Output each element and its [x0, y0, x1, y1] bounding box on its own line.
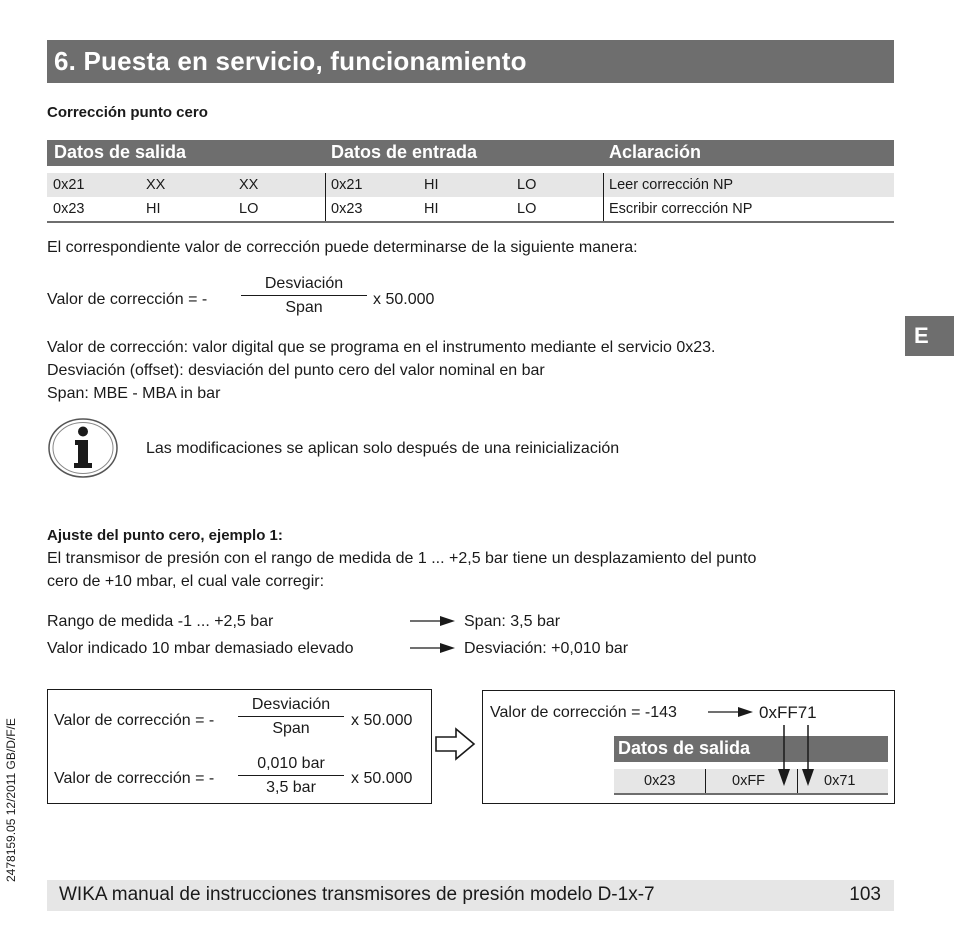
- arrow-right-icon: [708, 705, 754, 724]
- note-text: Las modificaciones se aplican solo después de una reinicialización: [146, 440, 620, 457]
- table-cell: 0x23: [53, 201, 85, 217]
- intro-text: El correspondiente valor de corrección puede determinarse de la siguiente manera:: [47, 239, 638, 256]
- calc-line2-prefix: Valor de corrección = -: [54, 770, 215, 787]
- table-cell: 0x23: [331, 201, 363, 217]
- table-row: [47, 197, 894, 221]
- page-number: 103: [849, 884, 881, 905]
- table-cell: Escribir corrección NP: [609, 201, 753, 217]
- column-divider: [705, 769, 706, 793]
- calc-line2-numerator: 0,010 bar: [257, 755, 325, 772]
- definition-offset: Desviación (offset): desviación del punto cero del valor nominal en bar: [47, 362, 545, 379]
- definition-span: Span: MBE - MBA in bar: [47, 385, 221, 402]
- formula-suffix: x 50.000: [373, 291, 435, 308]
- table-cell: HI: [424, 177, 439, 193]
- calc-line1-prefix: Valor de corrección = -: [54, 712, 215, 729]
- result-table-header: [614, 736, 888, 762]
- calc-line2-fraction: [238, 755, 344, 797]
- example-text-line1: El transmisor de presión con el rango de medida de 1 ... +2,5 bar tiene un desplazamiento del punto: [47, 550, 757, 567]
- page-footer: [47, 880, 894, 911]
- column-divider: [325, 197, 326, 221]
- arrow-right-icon: [410, 614, 456, 633]
- table-cell: 0xFF: [732, 773, 766, 789]
- zero-correction-heading: Corrección punto cero: [47, 104, 208, 121]
- mapping-left-range: Rango de medida -1 ... +2,5 bar: [47, 613, 274, 630]
- header-output-data: Datos de salida: [54, 142, 187, 162]
- calc-line2-suffix: x 50.000: [351, 770, 413, 787]
- result-hex: 0xFF71: [759, 703, 817, 722]
- result-table-row: [614, 769, 888, 793]
- arrow-right-icon: [410, 641, 456, 660]
- mapping-right-span: Span: 3,5 bar: [464, 613, 561, 630]
- footer-text: WIKA manual de instrucciones transmisores de presión modelo D-1x-7: [59, 884, 655, 905]
- table-cell: LO: [239, 201, 259, 217]
- calculation-box: [47, 689, 432, 804]
- document-code: 2478159.05 12/2011 GB/D/F/E: [4, 718, 18, 882]
- language-tab-label: E: [914, 323, 929, 348]
- hollow-arrow-right-icon: [434, 727, 476, 766]
- column-divider: [603, 197, 604, 221]
- column-divider: [325, 173, 326, 197]
- example-heading: Ajuste del punto cero, ejemplo 1:: [47, 527, 283, 544]
- section-title: 6. Puesta en servicio, funcionamiento: [54, 46, 527, 76]
- result-prefix: Valor de corrección = -143: [490, 704, 677, 721]
- calc-line2-denominator: 3,5 bar: [266, 779, 316, 796]
- table-cell: 0x21: [331, 177, 363, 193]
- service-table: [47, 140, 894, 223]
- section-title-bar: [47, 40, 894, 83]
- calc-line1-denominator: Span: [272, 720, 310, 737]
- service-table-header: [47, 140, 894, 166]
- header-explanation: Aclaración: [609, 142, 702, 162]
- calc-line1-numerator: Desviación: [251, 696, 331, 713]
- arrow-down-icon: [777, 725, 791, 792]
- header-input-data: Datos de entrada: [331, 142, 478, 162]
- table-cell: Leer corrección NP: [609, 177, 734, 193]
- table-cell: 0x23: [644, 773, 676, 789]
- table-bottom-rule: [47, 221, 894, 223]
- table-cell: XX: [146, 177, 166, 193]
- table-cell: LO: [517, 201, 537, 217]
- arrow-down-icon: [801, 725, 815, 792]
- column-divider: [797, 769, 798, 793]
- table-cell: LO: [517, 177, 537, 193]
- formula-numerator: Desviación: [264, 275, 344, 292]
- info-icon: [46, 417, 120, 479]
- example-text-line2: cero de +10 mbar, el cual vale corregir:: [47, 573, 325, 590]
- mapping-right-deviation: Desviación: +0,010 bar: [464, 640, 629, 657]
- result-table-header-label: Datos de salida: [618, 738, 751, 758]
- result-table-bottom-rule: [614, 793, 888, 795]
- formula-denominator: Span: [285, 299, 323, 316]
- mapping-left-indicated: Valor indicado 10 mbar demasiado elevado: [47, 640, 354, 657]
- table-cell: XX: [239, 177, 259, 193]
- table-cell: HI: [146, 201, 161, 217]
- table-cell: 0x71: [824, 773, 856, 789]
- calc-line1-fraction: [238, 696, 344, 738]
- language-tab: [905, 316, 954, 356]
- calc-line1-suffix: x 50.000: [351, 712, 413, 729]
- formula-prefix: Valor de corrección = -: [47, 291, 208, 308]
- table-row: [47, 173, 894, 197]
- column-divider: [603, 173, 604, 197]
- formula-fraction: [241, 275, 367, 317]
- table-cell: HI: [424, 201, 439, 217]
- result-box: [482, 690, 895, 804]
- definition-correction: Valor de corrección: valor digital que se programa en el instrumento mediante el servicio 0x23.: [47, 339, 716, 356]
- table-cell: 0x21: [53, 177, 85, 193]
